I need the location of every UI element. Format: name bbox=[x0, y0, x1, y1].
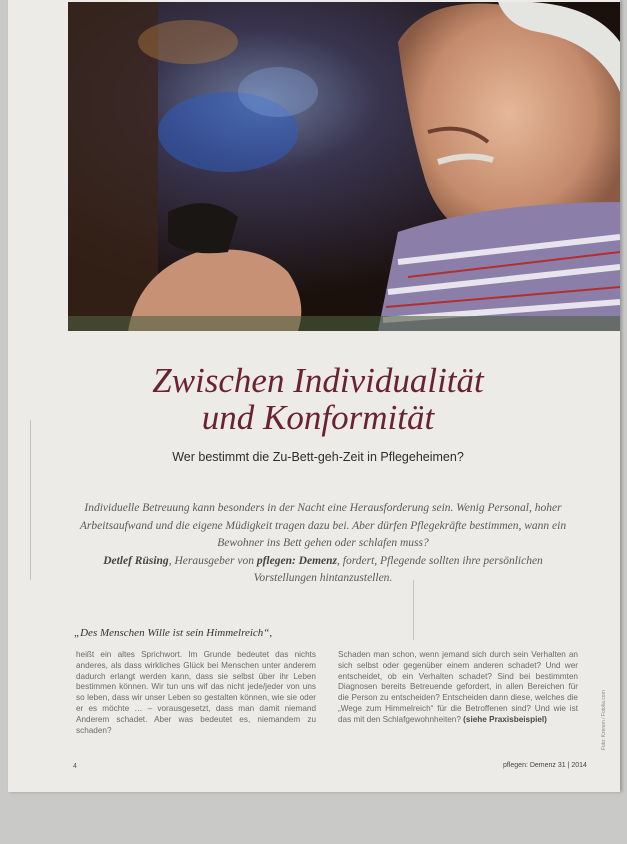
article-title-line1: Zwischen Individualität bbox=[152, 361, 484, 400]
elderly-man-photo bbox=[68, 2, 620, 331]
article-title-line2: und Konformität bbox=[201, 398, 435, 437]
body-column-2-text: Schaden man schon, wenn jemand sich durch sein Verhalten an sich selbst oder gegenüber einem anderen schadet? Und wer entscheidet, ob ein Verhalten schadet? Sind bei bestimmten Diagnosen bereits Betreuende gefordert, in allen Bereichen für die Person zu entscheiden? Entscheiden dann diese, welches die „Wege zum Himmelreich“ für die Betroffenen sind? Und wie ist das mit den Schlafgewohnheiten? bbox=[338, 650, 578, 724]
article-intro bbox=[78, 500, 568, 588]
article-subtitle: Wer bestimmt die Zu-Bett-geh-Zeit in Pflegeheimen? bbox=[172, 450, 464, 464]
scan-streak bbox=[30, 420, 31, 580]
intro-text: Individuelle Betreuung kann besonders in der Nacht eine Herausforderung sein. Wenig Personal, hoher Arbeitsaufwand und die eigene Müdigkeit tragen dazu bei. Aber dürfen Pflegekräfte bestimmen, wann ein Bewohner ins Bett gehen oder schlafen muss? bbox=[79, 502, 567, 549]
practice-example-ref: (siehe Praxisbeispiel) bbox=[463, 714, 547, 724]
body-column-2 bbox=[338, 650, 578, 726]
opening-quote: „Des Menschen Wille ist sein Himmelreich“, bbox=[74, 627, 273, 639]
intro-text-3: , fordert, Pflegende sollten ihre persönlichen Vorstellungen hintanzustellen. bbox=[253, 554, 543, 584]
author-name: Detlef Rüsing bbox=[103, 554, 169, 567]
intro-text-2: , Herausgeber von bbox=[168, 554, 257, 567]
photo-credit: Foto: Kzenon / Fotolia.com bbox=[601, 690, 607, 750]
header-photo bbox=[68, 2, 620, 331]
scan-streak bbox=[413, 580, 414, 640]
body-column-1: heißt ein altes Sprichwort. Im Grunde bedeutet das nichts anderes, als dass wirkliches Glück bei Menschen unter anderem dadurch erlangt werden kann, dass sie selbst über ihr Leben bestimmen können. Wir tun uns wif das nicht jede/jeder von uns so leben, dass wir unser Leben so gestalten können, wie sie oder er es möchte … – vorausgesetzt, dass man damit niemand Anderem schadet. Aber was bedeutet es, niemandem zu schaden? bbox=[76, 650, 316, 735]
page-number: 4 bbox=[73, 763, 77, 770]
journal-footer: pflegen: Demenz 31 | 2014 bbox=[503, 762, 587, 769]
publication-name: pflegen: Demenz bbox=[256, 554, 338, 567]
magazine-page bbox=[8, 0, 620, 792]
